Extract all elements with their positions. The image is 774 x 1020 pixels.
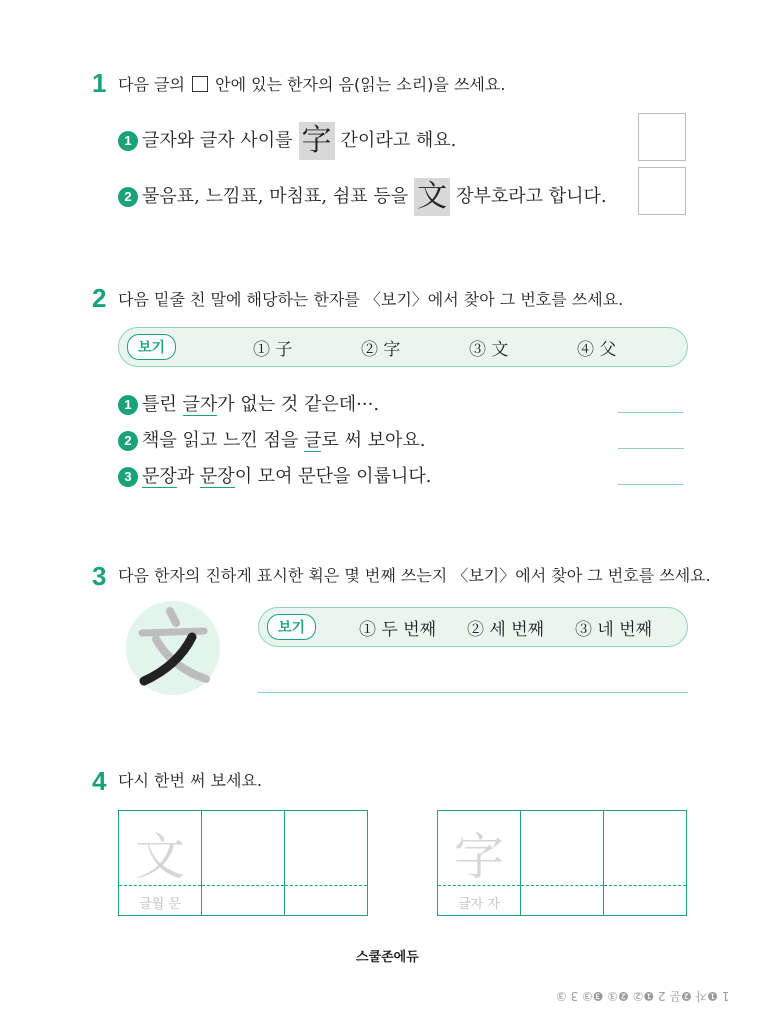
q1-item-2	[118, 178, 607, 216]
q3-bogi-box	[258, 607, 688, 647]
question-3-number: 3	[92, 561, 107, 591]
q1-item-1	[118, 122, 456, 160]
q3-option-3: ③ 네 번째	[575, 620, 653, 640]
q1-item-2-before: 물음표, 느낌표, 마침표, 쉼표 등을	[142, 186, 409, 207]
q4-grid-1-label: 글월 문	[139, 897, 181, 912]
q2-item-1-number: 1	[118, 395, 138, 415]
q2-item-2-rest: 로 써 보아요.	[321, 430, 426, 451]
q1-item-2-hanja: 文	[414, 178, 450, 216]
question-1-instruction	[118, 75, 505, 95]
q3-bogi-label: 보기	[267, 614, 316, 640]
q3-stroke-order-hanja	[126, 601, 220, 695]
q4-grid-2-cell-3[interactable]	[604, 811, 686, 915]
q2-item-3-underlined-2: 문장	[199, 466, 235, 487]
upside-down-answers: 1 ❶자 ❷문 2 ❶② ❷③ ❸③ 3 ③	[556, 989, 730, 1003]
q4-writing-grid-2	[437, 810, 687, 916]
q2-item-3	[118, 465, 431, 489]
q2-item-3-number: 3	[118, 467, 138, 487]
q4-grid-2-ghost-hanja: 字	[454, 828, 504, 886]
q1-item-2-number: 2	[118, 187, 138, 207]
q4-grid-2-cell-1[interactable]	[438, 811, 521, 915]
q1-answer-box-1[interactable]	[638, 113, 686, 161]
q2-option-3: ③ 文	[469, 340, 509, 360]
q2-item-1-underlined: 글자	[182, 394, 218, 415]
question-4-instruction: 다시 한번 써 보세요.	[118, 771, 262, 790]
q4-grid-2-label: 글자 자	[458, 897, 500, 912]
q4-grid-1-ghost-hanja: 文	[135, 828, 185, 886]
q4-grid-2-cell-2[interactable]	[521, 811, 604, 915]
q2-item-2	[118, 429, 426, 453]
q3-option-2: ② 세 번째	[467, 620, 545, 640]
q2-bogi-box	[118, 327, 688, 367]
q1-item-1-hanja: 字	[299, 122, 335, 160]
q1-instruction-before: 다음 글의	[118, 75, 185, 94]
q4-grid-1-cell-3[interactable]	[285, 811, 367, 915]
q1-instruction-after: 안에 있는 한자의 음(읽는 소리)을 쓰세요.	[215, 75, 506, 94]
q2-item-2-number: 2	[118, 431, 138, 451]
q2-item-3-underlined-1: 문장	[142, 466, 177, 487]
q2-option-1: ① 子	[253, 340, 293, 360]
q2-item-2-underlined: 글	[304, 430, 322, 451]
publisher-logo-text: 스쿨존에듀	[356, 949, 419, 964]
q1-item-1-number: 1	[118, 131, 138, 151]
q2-bogi-label: 보기	[127, 334, 176, 360]
q1-item-1-before: 글자와 글자 사이를	[142, 130, 293, 151]
publisher-logo	[356, 946, 419, 965]
q1-item-1-after: 간이라고 해요.	[340, 130, 457, 151]
q1-item-2-after: 장부호라고 합니다.	[456, 186, 607, 207]
q4-grid-1-cell-1[interactable]	[119, 811, 202, 915]
q3-hanja-circle	[126, 601, 220, 695]
q2-item-3-rest: 이 모여 문단을 이룹니다.	[234, 466, 432, 487]
question-2-number: 2	[92, 283, 107, 313]
question-2-instruction: 다음 밑줄 친 말에 해당하는 한자를 〈보기〉에서 찾아 그 번호를 쓰세요.	[118, 290, 624, 309]
empty-box-icon	[192, 76, 208, 92]
q2-option-4: ④ 父	[577, 340, 617, 360]
q2-answer-line-2[interactable]	[618, 448, 684, 449]
question-3-instruction: 다음 한자의 진하게 표시한 획은 몇 번째 쓰는지 〈보기〉에서 찾아 그 번호를 쓰세요.	[118, 566, 711, 585]
q2-answer-line-1[interactable]	[618, 412, 684, 413]
q2-item-1-pre: 틀린	[142, 394, 183, 415]
q3-answer-line[interactable]	[258, 692, 688, 693]
q4-writing-grid-1	[118, 810, 368, 916]
q3-option-1: ① 두 번째	[359, 620, 437, 640]
q1-answer-box-2[interactable]	[638, 167, 686, 215]
question-1-number: 1	[92, 68, 107, 98]
question-4-number: 4	[92, 766, 107, 796]
q2-answer-line-3[interactable]	[618, 484, 684, 485]
q2-item-1	[118, 393, 379, 417]
q2-item-2-pre: 책을 읽고 느낀 점을	[142, 430, 304, 451]
q2-item-1-rest: 가 없는 것 같은데···.	[217, 394, 380, 415]
q2-option-2: ② 字	[361, 340, 401, 360]
q4-grid-1-cell-2[interactable]	[202, 811, 285, 915]
q2-item-3-mid: 과	[176, 466, 200, 487]
